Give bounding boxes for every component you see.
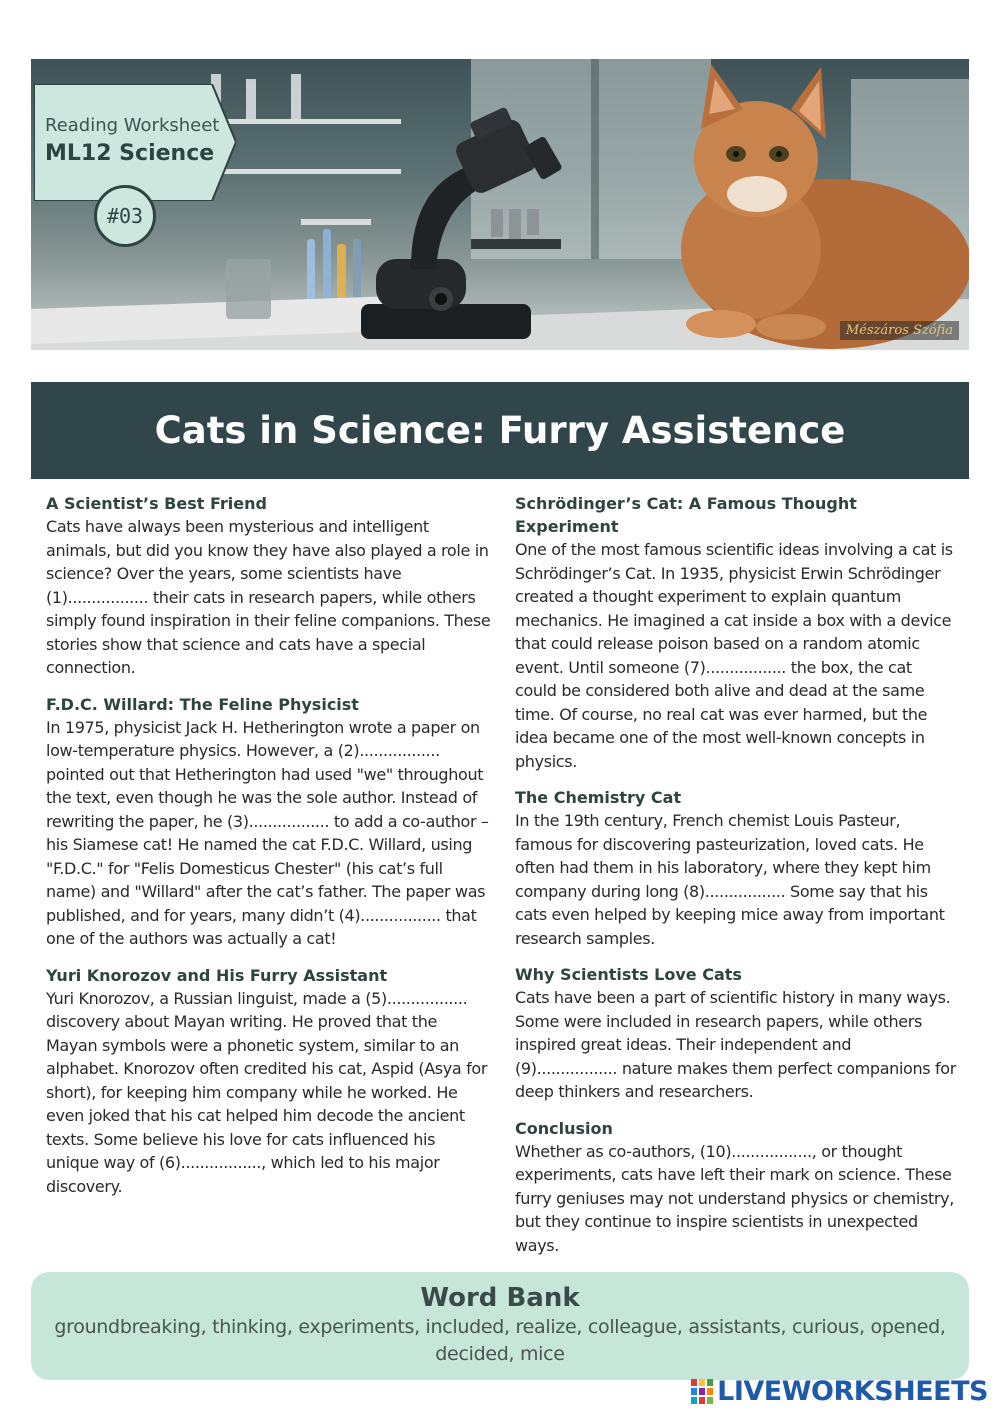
- section-body: One of the most famous scientific ideas involving a cat is Schrödinger’s Cat. In 1935, physicist Erwin Schrödinger created a thought experiment to explain quantum mechanics. He imagined a cat inside a box with a device that could release poison based on a random atomic event. Until someone (7)................. the box, the cat could be considered both alive and dead at the same time. Of course, no real cat was ever harmed, but the idea became one of the most well-known concepts in physics.: [515, 540, 953, 771]
- section-heading: Conclusion: [515, 1118, 613, 1138]
- section-heading: Yuri Knorozov and His Furry Assistant: [46, 965, 388, 985]
- word-bank-box: [31, 1272, 969, 1380]
- section-heading: F.D.C. Willard: The Feline Physicist: [46, 694, 359, 714]
- section-chemistry-cat: [515, 786, 957, 950]
- section-heading: A Scientist’s Best Friend: [46, 494, 267, 513]
- title-band: [31, 382, 969, 479]
- left-column: [46, 492, 492, 1211]
- section-heading: The Chemistry Cat: [515, 788, 682, 807]
- word-bank-title: Word Bank: [420, 1283, 580, 1313]
- section-body: In 1975, physicist Jack H. Hetherington wrote a paper on low-temperature physics. However, a (2)................. pointed out that Hetherington had used "we" throughout the text, even though he was the sole author. Instead of rewriting the paper, he (3)................. to add a co-author – his Siamese cat! He named the cat F.D.C. Willard, using "F.D.C." for "Felis Domesticus Chester" (his cat’s full name) and "Willard" after the cat’s father. The paper was published, and for years, many didn’t (4)................. that one of the authors was actually a cat!: [46, 717, 489, 948]
- section-body: Whether as co-authors, (10)................., or thought experiments, cats have left their mark on science. These furry geniuses may not understand physics or chemistry, but they continue to inspire scientists in unexpected ways.: [515, 1141, 954, 1255]
- section-fdc-willard: [46, 693, 492, 951]
- logo-text: LIVEWORKSHEETS: [717, 1376, 988, 1407]
- section-body: Cats have been a part of scientific history in many ways. Some were included in research papers, while others inspired great ideas. Their independent and (9)................. nature makes them perfect companions for deep thinkers and researchers.: [515, 988, 956, 1101]
- section-scientists-best-friend: [46, 492, 492, 680]
- right-column: [515, 492, 957, 1270]
- word-bank-words: groundbreaking, thinking, experiments, included, realize, colleague, assistants, curious, opened, decided, mice: [54, 1316, 946, 1365]
- section-yuri-knorozov: [46, 964, 492, 1199]
- worksheet-number-badge: #03: [94, 185, 156, 247]
- liveworksheets-logo-icon: [691, 1379, 713, 1405]
- badge-title: ML12 Science: [45, 141, 215, 166]
- section-conclusion: [515, 1117, 957, 1258]
- section-body: In the 19th century, French chemist Louis Pasteur, famous for discovering pasteurization, loved cats. He often had them in his laboratory, where they kept him company during long (8)................. Some say that his cats even helped by keeping mice away from important research samples.: [515, 811, 945, 948]
- section-heading: Why Scientists Love Cats: [515, 965, 742, 984]
- section-why-scientists-love-cats: [515, 963, 957, 1104]
- liveworksheets-logo[interactable]: [691, 1376, 988, 1407]
- section-body: Cats have always been mysterious and intelligent animals, but did you know they have also played a role in science? Over the years, some scientists have (1)................. their cats in research papers, while others simply found inspiration in their feline companions. These stories show that science and cats have a special connection.: [46, 517, 491, 677]
- artist-signature: Mészáros Szófia: [840, 321, 959, 340]
- section-body: Yuri Knorozov, a Russian linguist, made a (5)................. discovery about Mayan writing. He proved that the Mayan symbols were a phonetic system, similar to an alphabet. Knorozov often credited his cat, Aspid (Asya for short), for keeping him company while he worked. He even joked that his cat helped him decode the ancient texts. Some believe his love for cats influenced his unique way of (6)................., which led to his major discovery.: [46, 988, 488, 1196]
- page-title: Cats in Science: Furry Assistence: [154, 409, 846, 452]
- badge-subtitle: Reading Worksheet: [45, 115, 220, 136]
- section-heading: Schrödinger’s Cat: A Famous Thought Experiment: [515, 494, 857, 536]
- section-schrodingers-cat: [515, 492, 957, 773]
